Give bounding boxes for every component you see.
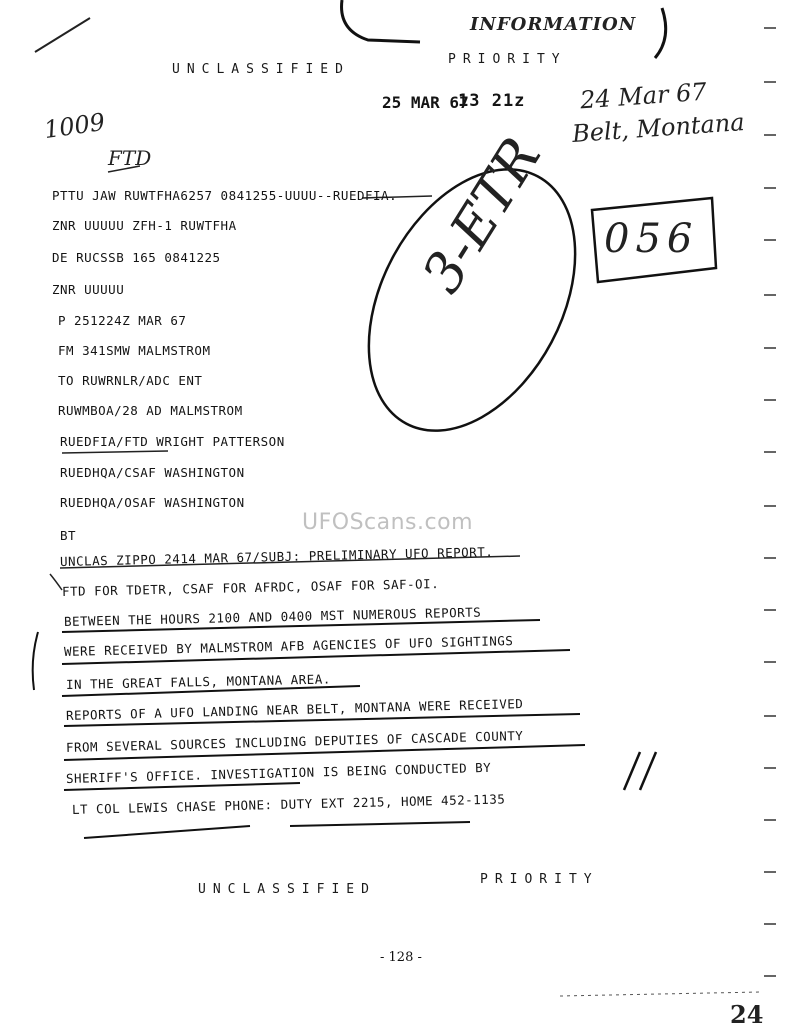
place-note-handwritten: Belt, Montana [571,108,746,148]
message-line: PTTU JAW RUWTFHA6257 0841255-UUUU--RUEDFIA. [52,188,398,203]
top-bracket-left [342,0,420,42]
underline-body-7b [290,822,470,826]
header-classification: UNCLASSIFIED [172,62,350,77]
double-slash-b [640,752,656,790]
message-line: RUEDHQA/CSAF WASHINGTON [60,465,245,480]
message-line: UNCLAS ZIPPO 2414 MAR 67/SUBJ: PRELIMINARY UFO REPORT. [59,544,494,569]
message-line: BETWEEN THE HOURS 2100 AND 0400 MST NUMEROUS REPORTS [63,604,482,629]
message-line: IN THE GREAT FALLS, MONTANA AREA. [65,671,331,692]
circled-code-handwritten: 3-ETR [410,126,553,304]
message-line: P 251224Z MAR 67 [58,313,187,328]
double-slash-a [624,752,640,790]
message-line: FROM SEVERAL SOURCES INCLUDING DEPUTIES OF CASCADE COUNTY [65,728,524,755]
message-line: LT COL LEWIS CHASE PHONE: DUTY EXT 2215, HOME 452-1135 [71,791,506,817]
footer-precedence: PRIORITY [480,872,599,887]
ftd-handwritten: FTD [108,146,152,170]
message-line: TO RUWRNLR/ADC ENT [58,373,203,388]
message-line: FTD FOR TDETR, CSAF FOR AFRDC, OSAF FOR SAF-OI. [61,576,440,599]
message-line: BT [60,528,77,543]
page-number: - 128 - [380,950,422,965]
watermark: UFOScans.com [302,510,473,535]
header-precedence: PRIORITY [448,52,567,67]
underline-body-7a [84,826,250,838]
bottom-scan-line [560,992,760,996]
message-line: RUWMBOA/28 AD MALMSTROM [58,403,243,418]
page-corner-number: 24 [730,1000,764,1029]
subject-tick [50,574,62,590]
message-line: DE RUCSSB 165 0841225 [52,250,221,265]
message-line: SHERIFF'S OFFICE. INVESTIGATION IS BEING CONDUCTED BY [65,759,492,786]
message-line: ZNR UUUUU ZFH-1 RUWTFHA [52,218,237,233]
boxed-number-handwritten: 056 [604,216,699,262]
message-line: RUEDHQA/OSAF WASHINGTON [60,495,245,510]
left-margin-bracket [33,632,38,690]
corner-slash-mark [35,18,90,52]
top-bracket-right [655,8,666,58]
date-stamp-time: 13 21z [458,91,526,111]
date-stamp-day: 25 MAR 67 [382,93,469,112]
information-stamp: INFORMATION [470,14,637,35]
message-line: REPORTS OF A UFO LANDING NEAR BELT, MONTANA WERE RECEIVED [65,696,524,723]
underline-ruedfia-ftd [62,451,168,453]
message-line: ZNR UUUUU [52,282,125,297]
message-line: WERE RECEIVED BY MALMSTROM AFB AGENCIES OF UFO SIGHTINGS [63,633,514,659]
date-note-handwritten: 24 Mar 67 [579,77,708,115]
message-line: RUEDFIA/FTD WRIGHT PATTERSON [60,434,285,449]
right-edge-tick-marks [764,28,776,976]
footer-classification: UNCLASSIFIED [198,882,376,897]
message-line: FM 341SMW MALMSTROM [58,343,211,358]
doc-number-handwritten: 1009 [42,107,107,145]
